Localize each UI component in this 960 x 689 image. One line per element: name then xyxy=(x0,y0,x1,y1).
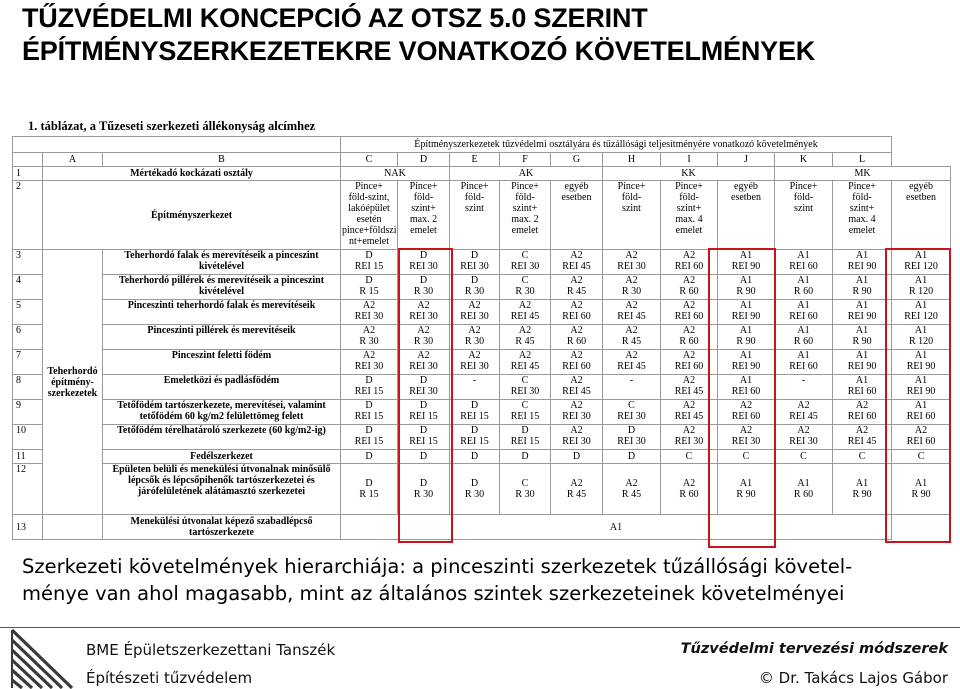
row-label: Teherhordó falak és merevítéseik a pinceszint kivételével xyxy=(103,250,341,275)
requirement-cell: A2 REI 30 xyxy=(398,350,450,375)
row-label: Pinceszinti teherhordó falak és merevítéseik xyxy=(103,300,341,325)
row-label: Tetőfödém térelhatároló szerkezete (60 kg/m2-ig) xyxy=(103,425,341,450)
risk-class: AK xyxy=(450,167,603,181)
row-label: Épületen belüli és menekülési útvonalnak minősülő lépcsők és lépcsőpihenők tartószerkezetei és járófelületének alátámasztó szerkezetei xyxy=(103,464,341,515)
sub-header: Pince+ föld- szint xyxy=(450,181,500,250)
table-row xyxy=(13,167,951,181)
row-number: 4 xyxy=(13,275,43,300)
requirement-cell: A2 REI 60 xyxy=(551,350,603,375)
table-row xyxy=(13,181,951,250)
column-letter: A xyxy=(43,153,103,167)
row-label: Fedélszerkezet xyxy=(103,450,341,464)
requirement-cell: A2 REI 30 xyxy=(450,350,500,375)
requirement-cell: D R 15 xyxy=(341,464,398,515)
requirement-cell: D REI 15 xyxy=(500,425,551,450)
sub-header: Pince+ föld-szint, lakóépület esetén pince+földszi nt+emelet xyxy=(341,181,398,250)
requirement-cell: C xyxy=(833,450,892,464)
requirement-cell: D REI 15 xyxy=(450,400,500,425)
table-row xyxy=(13,425,951,450)
requirement-cell: A2 REI 30 xyxy=(450,300,500,325)
requirement-cell: A2 REI 45 xyxy=(661,400,718,425)
requirement-cell: A2 REI 30 xyxy=(661,425,718,450)
sub-header: Pince+ föld- szint+ max. 4 emelet xyxy=(833,181,892,250)
requirement-cell: D REI 15 xyxy=(398,425,450,450)
row-label: Pinceszint feletti födém xyxy=(103,350,341,375)
highlight-box-column-i xyxy=(708,248,776,548)
row-number: 12 xyxy=(13,464,43,515)
sub-header: egyéb esetben xyxy=(551,181,603,250)
requirement-cell: A2 REI 45 xyxy=(500,350,551,375)
requirement-cell: A2 R 60 xyxy=(661,325,718,350)
table-row xyxy=(13,464,951,515)
highlight-box-column-l xyxy=(885,248,951,543)
requirement-cell: A1 REI 60 xyxy=(892,400,951,425)
requirement-cell: A1 R 90 xyxy=(833,325,892,350)
row-label: Emeletközi és padlásfödém xyxy=(103,375,341,400)
requirement-cell: A1 R 120 xyxy=(892,275,951,300)
requirement-cell: A2 REI 60 xyxy=(718,400,775,425)
requirement-cell: D R 30 xyxy=(398,464,450,515)
requirement-cell: A1 REI 90 xyxy=(892,375,951,400)
column-letter: E xyxy=(450,153,500,167)
row-number: 1 xyxy=(13,167,43,181)
letter-blank xyxy=(13,153,43,167)
requirement-cell: C REI 15 xyxy=(500,400,551,425)
requirement-cell: D REI 15 xyxy=(450,425,500,450)
footer-topic: Tűzvédelmi tervezési módszerek xyxy=(680,641,948,657)
sub-header: Pince+ föld- szint+ max. 2 emelet xyxy=(398,181,450,250)
requirement-cell: A1 xyxy=(341,515,892,540)
header-blank xyxy=(13,137,341,153)
group-blank xyxy=(43,515,103,540)
requirement-cell: A2 REI 45 xyxy=(551,375,603,400)
requirement-cell: A1 R 90 xyxy=(892,464,951,515)
requirement-cell: D REI 15 xyxy=(398,400,450,425)
row-number: 8 xyxy=(13,375,43,400)
requirement-cell: A2 REI 60 xyxy=(833,400,892,425)
requirement-cell: A1 REI 90 xyxy=(718,250,775,275)
requirement-cell: D REI 15 xyxy=(341,375,398,400)
requirement-cell: D xyxy=(551,450,603,464)
requirement-cell: A1 REI 90 xyxy=(892,350,951,375)
requirement-cell: C REI 30 xyxy=(500,375,551,400)
requirement-cell: A2 R 60 xyxy=(661,275,718,300)
table-row xyxy=(13,137,951,153)
table-row xyxy=(13,250,951,275)
requirement-cell: A2 REI 30 xyxy=(718,425,775,450)
requirement-cell: A2 REI 30 xyxy=(398,300,450,325)
requirement-cell: D xyxy=(603,450,661,464)
table-row xyxy=(13,515,951,540)
table-row xyxy=(13,300,951,325)
row-number: 5 xyxy=(13,300,43,325)
requirement-cell: A2 R 30 xyxy=(603,275,661,300)
requirement-cell: D REI 30 xyxy=(398,250,450,275)
row-label: Építményszerkezet xyxy=(43,181,341,250)
requirement-cell: A1 R 90 xyxy=(718,464,775,515)
requirement-cell: A2 R 45 xyxy=(603,464,661,515)
risk-class: MK xyxy=(775,167,951,181)
requirement-cell: A2 REI 45 xyxy=(603,300,661,325)
row-number: 3 xyxy=(13,250,43,275)
requirement-cell: A2 R 45 xyxy=(603,325,661,350)
requirement-cell: A1 R 60 xyxy=(775,275,833,300)
requirement-cell: A1 R 90 xyxy=(718,325,775,350)
requirement-cell: A1 R 90 xyxy=(718,275,775,300)
requirement-cell: A2 REI 60 xyxy=(892,425,951,450)
bme-logo-icon xyxy=(4,628,78,689)
requirement-cell: A2 REI 45 xyxy=(661,375,718,400)
requirement-cell: A2 REI 45 xyxy=(551,250,603,275)
row-number: 9 xyxy=(13,400,43,425)
column-letter: C xyxy=(341,153,398,167)
summary-text xyxy=(22,553,952,607)
requirement-cell: A2 R 30 xyxy=(398,325,450,350)
requirement-cell: D REI 30 xyxy=(603,425,661,450)
table-row xyxy=(13,325,951,350)
column-letter: K xyxy=(775,153,833,167)
requirement-cell: - xyxy=(450,375,500,400)
requirement-cell: D REI 30 xyxy=(398,375,450,400)
sub-header: Pince+ föld- szint xyxy=(603,181,661,250)
column-letter: B xyxy=(103,153,341,167)
requirement-cell: A2 REI 45 xyxy=(775,400,833,425)
requirements-table-wrapper xyxy=(12,136,951,540)
highlight-box-column-d xyxy=(398,248,453,543)
table-row xyxy=(13,400,951,425)
column-letter: D xyxy=(398,153,450,167)
requirement-cell: A2 R 45 xyxy=(551,275,603,300)
requirement-cell: D xyxy=(341,450,398,464)
requirement-cell: C R 30 xyxy=(500,275,551,300)
requirement-cell: D xyxy=(398,450,450,464)
requirement-cell: A2 R 60 xyxy=(661,464,718,515)
sub-header: Pince+ föld- szint xyxy=(775,181,833,250)
requirements-table xyxy=(12,136,951,540)
requirement-cell: A1 REI 90 xyxy=(718,350,775,375)
row-label: Tetőfödém tartószerkezete, merevítései, valamint tetőfödém 60 kg/m2 felülettömeg felett xyxy=(103,400,341,425)
requirement-cell: A2 R 30 xyxy=(450,325,500,350)
requirement-cell: A2 R 45 xyxy=(500,325,551,350)
requirement-cell: A2 REI 45 xyxy=(833,425,892,450)
requirement-cell: C xyxy=(718,450,775,464)
requirement-cell: A1 REI 90 xyxy=(833,350,892,375)
requirement-cell: C xyxy=(775,450,833,464)
column-letter: H xyxy=(603,153,661,167)
slide-title xyxy=(22,2,952,68)
requirement-cell: A2 R 45 xyxy=(551,464,603,515)
requirement-cell: A1 REI 60 xyxy=(775,250,833,275)
requirement-cell: A2 REI 60 xyxy=(551,300,603,325)
column-letter: F xyxy=(500,153,551,167)
risk-class: NAK xyxy=(341,167,450,181)
row-label: Mértékadó kockázati osztály xyxy=(43,167,341,181)
requirement-cell: A2 REI 30 xyxy=(603,250,661,275)
requirement-cell: A2 REI 30 xyxy=(775,425,833,450)
requirement-cell: A2 REI 45 xyxy=(500,300,551,325)
requirement-cell: A1 R 60 xyxy=(775,464,833,515)
sub-header: Pince+ föld- szint+ max. 4 emelet xyxy=(661,181,718,250)
risk-class: KK xyxy=(603,167,775,181)
requirement-cell: D xyxy=(450,450,500,464)
sub-header: egyéb esetben xyxy=(892,181,951,250)
requirement-cell: C REI 30 xyxy=(603,400,661,425)
row-label: Teherhordó pillérek és merevítéseik a pinceszint kivételével xyxy=(103,275,341,300)
footer-department: BME Épületszerkezettani Tanszék xyxy=(86,641,336,659)
requirement-cell: A2 REI 60 xyxy=(661,300,718,325)
requirement-cell: A1 REI 60 xyxy=(718,375,775,400)
row-label: Pinceszinti pillérek és merevítéseik xyxy=(103,325,341,350)
slide-title-line-1: TŰZVÉDELMI KONCEPCIÓ AZ OTSZ 5.0 SZERINT xyxy=(22,3,648,33)
requirement-cell: D R 30 xyxy=(450,464,500,515)
summary-line-1: Szerkezeti követelmények hierarchiája: a pinceszinti szerkezetek tűzállósági követel- xyxy=(22,555,853,578)
requirement-cell: A1 REI 60 xyxy=(833,375,892,400)
row-number: 6 xyxy=(13,325,43,350)
table-row xyxy=(13,450,951,464)
requirement-cell: A2 REI 45 xyxy=(603,350,661,375)
table-row xyxy=(13,375,951,400)
row-number: 7 xyxy=(13,350,43,375)
requirement-cell: D REI 15 xyxy=(341,400,398,425)
requirement-cell: D REI 15 xyxy=(341,250,398,275)
row-number: 11 xyxy=(13,450,43,464)
sub-header: Pince+ föld- szint+ max. 2 emelet xyxy=(500,181,551,250)
requirement-cell: A1 REI 90 xyxy=(833,250,892,275)
group-label: Teherhordó építmény- szerkezetek xyxy=(43,250,103,515)
requirement-cell: A2 REI 30 xyxy=(341,300,398,325)
requirement-cell: A1 REI 90 xyxy=(833,300,892,325)
requirement-cell: A1 REI 60 xyxy=(775,350,833,375)
table-row xyxy=(13,350,951,375)
column-letter: G xyxy=(551,153,603,167)
requirement-cell: A1 REI 120 xyxy=(892,250,951,275)
requirement-cell: - xyxy=(603,375,661,400)
requirement-cell: C REI 30 xyxy=(500,250,551,275)
requirement-cell: A2 R 60 xyxy=(551,325,603,350)
requirement-cell: - xyxy=(775,375,833,400)
footer-divider xyxy=(0,627,960,628)
requirement-cell: A1 REI 60 xyxy=(775,300,833,325)
requirement-cell: D R 30 xyxy=(398,275,450,300)
header-title: Építményszerkezetek tűzvédelmi osztályára és tűzállósági teljesítményére vonatkozó követelmények xyxy=(341,137,892,153)
requirement-cell: D xyxy=(500,450,551,464)
requirement-cell: C R 30 xyxy=(500,464,551,515)
sub-header: egyéb esetben xyxy=(718,181,775,250)
row-number: 2 xyxy=(13,181,43,250)
requirement-cell: A1 R 90 xyxy=(833,275,892,300)
table-row xyxy=(13,275,951,300)
column-letter: L xyxy=(833,153,892,167)
row-number: 13 xyxy=(13,515,43,540)
table-caption: 1. táblázat, a Tűzeseti szerkezeti állékonyság alcímhez xyxy=(28,119,316,133)
requirement-cell: A1 REI 90 xyxy=(718,300,775,325)
requirement-cell: A1 R 60 xyxy=(775,325,833,350)
requirement-cell: A1 R 120 xyxy=(892,325,951,350)
requirement-cell: D R 30 xyxy=(450,275,500,300)
requirement-cell: D R 15 xyxy=(341,275,398,300)
requirement-cell: C xyxy=(892,450,951,464)
requirement-cell: A1 REI 120 xyxy=(892,300,951,325)
requirement-cell: C xyxy=(661,450,718,464)
summary-line-2: ménye van ahol magasabb, mint az általános szintek szerkezeteinek követelményei xyxy=(22,582,845,605)
row-number: 10 xyxy=(13,425,43,450)
requirement-cell: D REI 15 xyxy=(341,425,398,450)
requirement-cell: A2 REI 30 xyxy=(341,350,398,375)
requirement-cell: A2 REI 30 xyxy=(551,425,603,450)
requirement-cell: A1 R 90 xyxy=(833,464,892,515)
footer-course: Építészeti tűzvédelem xyxy=(86,669,253,687)
requirement-cell: A2 REI 60 xyxy=(661,350,718,375)
requirement-cell: A2 REI 30 xyxy=(551,400,603,425)
footer-author: © Dr. Takács Lajos Gábor xyxy=(758,669,948,687)
requirement-cell: A2 REI 60 xyxy=(661,250,718,275)
requirement-cell: A2 R 30 xyxy=(341,325,398,350)
slide-title-line-2: ÉPÍTMÉNYSZERKEZETEKRE VONATKOZÓ KÖVETELMÉNYEK xyxy=(22,36,816,66)
column-letter: I xyxy=(661,153,718,167)
table-row xyxy=(13,153,951,167)
requirement-cell: D REI 30 xyxy=(450,250,500,275)
row-label: Menekülési útvonalat képező szabadlépcső tartószerkezete xyxy=(103,515,341,540)
column-letter: J xyxy=(718,153,775,167)
